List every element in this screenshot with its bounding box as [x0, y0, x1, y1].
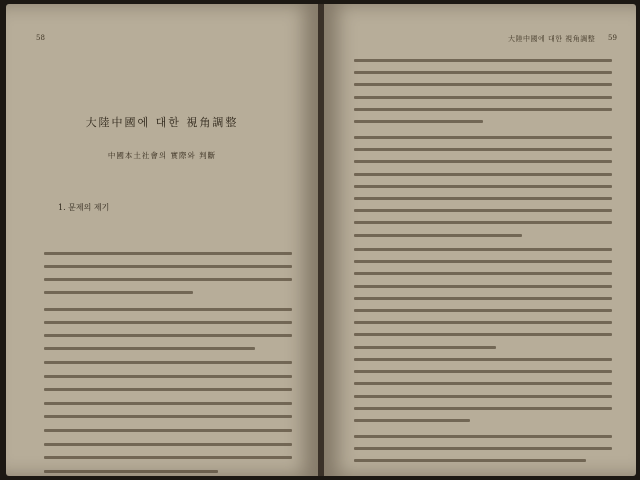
- running-head: 大陸中國에 대한 視角調整: [508, 35, 596, 43]
- text-line: [44, 456, 292, 459]
- text-line: [44, 321, 292, 324]
- text-line: [354, 120, 483, 123]
- text-line: [354, 346, 496, 349]
- text-line: [354, 96, 612, 99]
- text-line: [354, 407, 612, 410]
- text-line: [44, 388, 292, 391]
- text-line: [354, 221, 612, 224]
- text-line: [44, 361, 292, 364]
- left-page: [6, 4, 318, 476]
- right-page: [324, 4, 636, 476]
- text-line: [354, 209, 612, 212]
- text-line: [44, 415, 292, 418]
- text-line: [354, 309, 612, 312]
- text-line: [354, 285, 612, 288]
- chapter-title: 大陸中國에 대한 視角調整: [85, 116, 239, 129]
- text-line: [354, 358, 612, 361]
- text-line: [44, 375, 292, 378]
- page-number-left: 58: [36, 34, 45, 42]
- text-line: [354, 248, 612, 251]
- text-line: [44, 334, 292, 337]
- text-line: [354, 185, 612, 188]
- text-line: [354, 395, 612, 398]
- text-line: [354, 160, 612, 163]
- text-line: [354, 108, 612, 111]
- body-text-left: [44, 4, 292, 476]
- text-line: [354, 83, 612, 86]
- text-line: [354, 382, 612, 385]
- text-line: [44, 470, 218, 473]
- text-line: [354, 197, 612, 200]
- text-line: [354, 435, 612, 438]
- text-line: [44, 291, 193, 294]
- text-line: [354, 59, 612, 62]
- text-line: [44, 443, 292, 446]
- text-line: [354, 333, 612, 336]
- text-line: [44, 265, 292, 268]
- text-line: [44, 347, 255, 350]
- text-line: [354, 459, 586, 462]
- text-line: [354, 321, 612, 324]
- text-line: [44, 308, 292, 311]
- text-line: [354, 234, 522, 237]
- text-line: [354, 136, 612, 139]
- text-line: [354, 148, 612, 151]
- text-line: [354, 173, 612, 176]
- text-line: [44, 429, 292, 432]
- text-line: [354, 447, 612, 450]
- book-spread: [6, 4, 636, 476]
- text-line: [44, 278, 292, 281]
- section-heading: 1. 문제의 제기: [58, 203, 110, 212]
- text-line: [44, 402, 292, 405]
- text-line: [354, 419, 470, 422]
- page-number-right: 59: [608, 34, 617, 42]
- text-line: [354, 370, 612, 373]
- text-line: [354, 71, 612, 74]
- body-text-right: [354, 4, 612, 476]
- text-line: [44, 252, 292, 255]
- text-line: [354, 272, 612, 275]
- text-line: [354, 297, 612, 300]
- text-line: [354, 260, 612, 263]
- chapter-subtitle: 中國本土社會의 實際와 判斷: [107, 151, 217, 160]
